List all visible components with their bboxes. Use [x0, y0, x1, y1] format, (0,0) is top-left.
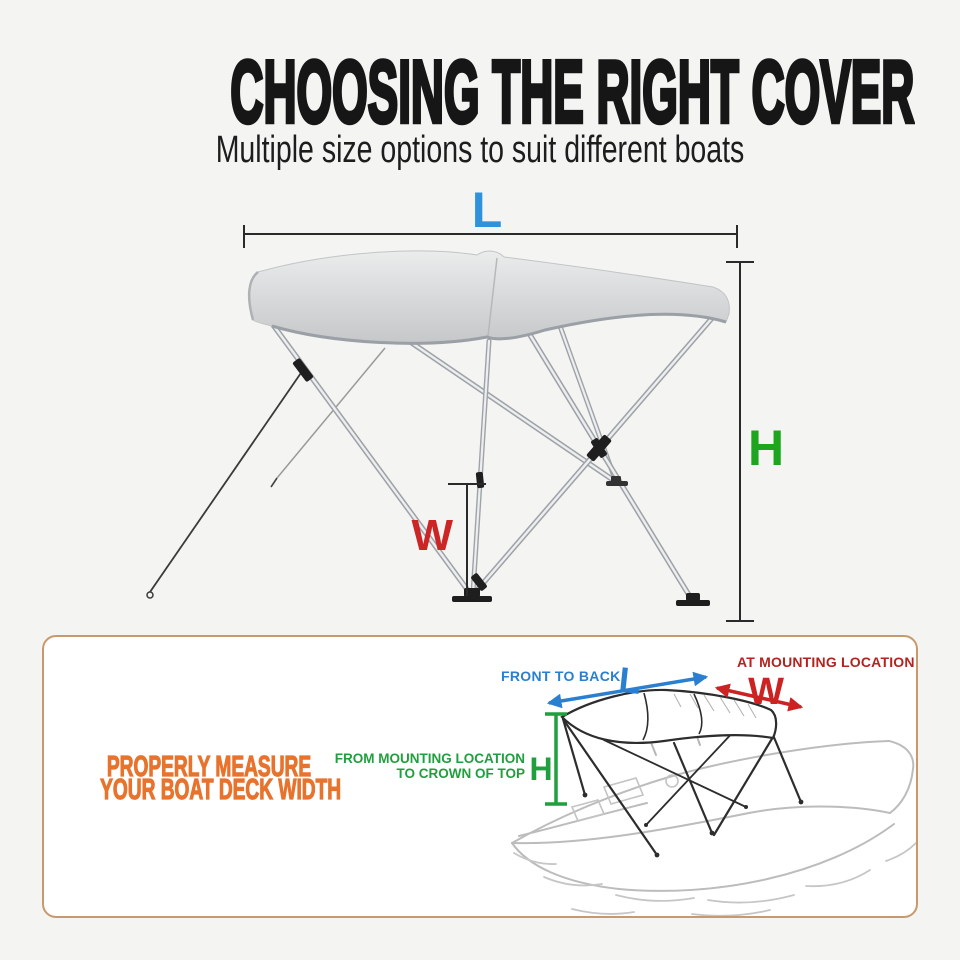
from-mounting-letter: H: [529, 751, 553, 787]
bimini-canvas: [249, 251, 729, 343]
strap-hook: [271, 478, 277, 487]
panel-headline-line1: PROPERLY MEASURE: [106, 751, 312, 783]
from-mounting-label-line1: FROM MOUNTING LOCATION: [334, 751, 525, 766]
at-mounting-letter: W: [748, 671, 784, 713]
frame-poles: [268, 311, 713, 600]
at-mounting-label: AT MOUNTING LOCATION: [737, 654, 915, 670]
measure-panel: [42, 635, 918, 918]
bimini-dimension-diagram: [0, 180, 960, 635]
page-subtitle: Multiple size options to suit different boats: [215, 129, 745, 171]
front-to-back-label: FRONT TO BACK: [501, 668, 621, 684]
height-label: H: [748, 420, 785, 476]
water-sketch: [514, 843, 916, 916]
boat-measure-illustration: [44, 637, 916, 916]
boat-interior-sketch: [572, 775, 678, 821]
mounting-feet: [452, 476, 710, 606]
strap-hook: [147, 592, 153, 598]
page-title: CHOOSING THE RIGHT COVER: [230, 42, 915, 141]
length-label: L: [471, 182, 503, 238]
from-mounting-label-line2: TO CROWN OF TOP: [396, 766, 525, 781]
support-straps: [147, 348, 385, 598]
panel-headline-line2: YOUR BOAT DECK WIDTH: [100, 773, 342, 806]
width-label: W: [411, 511, 453, 560]
front-to-back-letter: L: [616, 658, 644, 703]
boat-bimini-canopy: [562, 690, 776, 743]
